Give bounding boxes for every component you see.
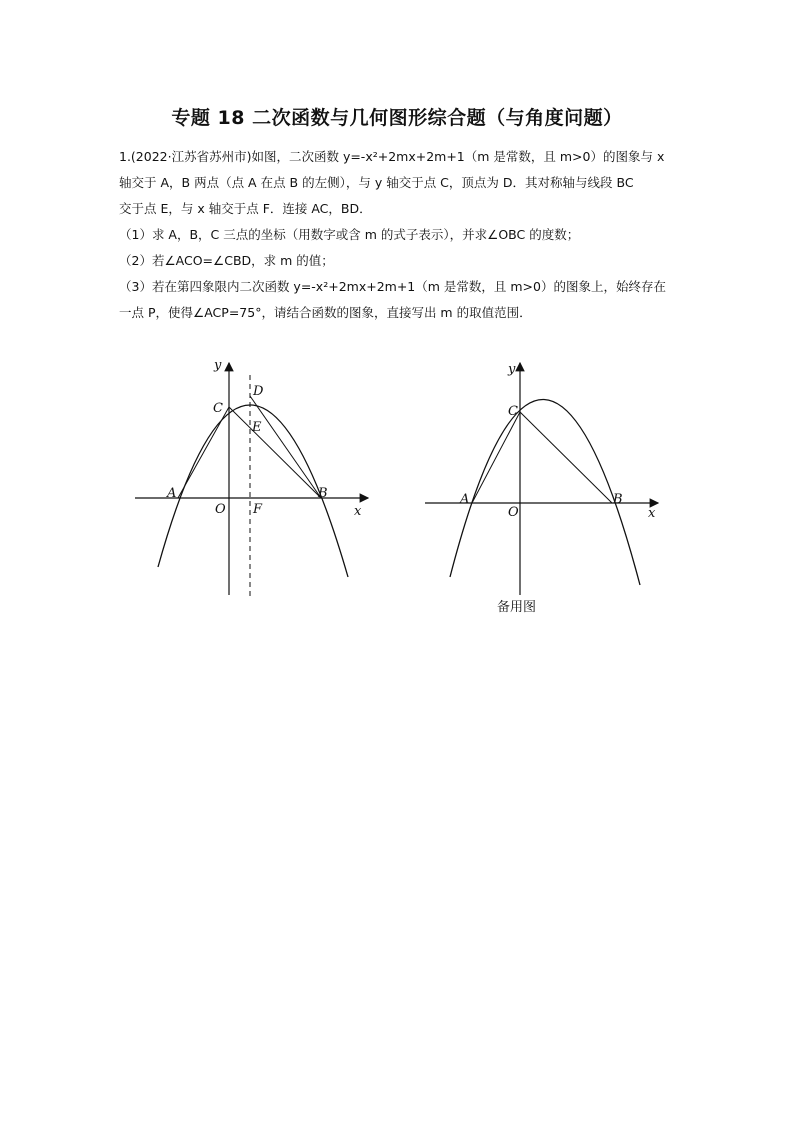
label-b: B xyxy=(318,486,328,501)
label-o: O xyxy=(215,502,226,517)
segment-cb xyxy=(229,407,321,498)
label-e: E xyxy=(252,420,262,435)
figure-main xyxy=(130,355,380,605)
problem-line-2: 轴交于 A，B 两点（点 A 在点 B 的左侧），与 y 轴交于点 C，顶点为 D．其对称轴与线段 BC xyxy=(119,175,634,190)
parabola xyxy=(450,399,640,585)
label-y: y xyxy=(508,362,516,377)
segment-bd xyxy=(250,396,321,498)
problem-text xyxy=(119,144,679,326)
label-b: B xyxy=(613,492,623,507)
figure-backup xyxy=(420,355,670,605)
label-f: F xyxy=(253,502,263,517)
label-a: A xyxy=(460,492,470,507)
segment-ac xyxy=(178,407,229,498)
label-a: A xyxy=(167,486,177,501)
segment-cb xyxy=(520,412,612,503)
label-o: O xyxy=(508,505,519,520)
problem-line-5: （2）若∠ACO=∠CBD，求 m 的值； xyxy=(119,253,334,268)
problem-line-4: （1）求 A，B，C 三点的坐标（用数字或含 m 的式子表示），并求∠OBC 的度数； xyxy=(119,227,580,242)
label-c: C xyxy=(508,404,518,419)
label-c: C xyxy=(213,401,223,416)
problem-line-7: 一点 P，使得∠ACP=75°，请结合函数的图象，直接写出 m 的取值范围． xyxy=(119,305,532,320)
segment-ac xyxy=(472,412,520,503)
label-d: D xyxy=(253,384,264,399)
figure-caption: 备用图 xyxy=(497,600,537,615)
page-title: 专题 18 二次函数与几何图形综合题（与角度问题） xyxy=(171,107,623,129)
label-y: y xyxy=(214,358,222,373)
problem-line-6: （3）若在第四象限内二次函数 y=-x²+2mx+2m+1（m 是常数，且 m>0）的图象上，始终存在 xyxy=(119,279,666,294)
label-x: x xyxy=(648,506,656,521)
label-x: x xyxy=(354,504,362,519)
problem-line-1: 1.(2022·江苏省苏州市)如图，二次函数 y=-x²+2mx+2m+1（m 是常数，且 m>0）的图象与 x xyxy=(119,149,665,164)
problem-line-3: 交于点 E，与 x 轴交于点 F．连接 AC，BD． xyxy=(119,201,372,216)
